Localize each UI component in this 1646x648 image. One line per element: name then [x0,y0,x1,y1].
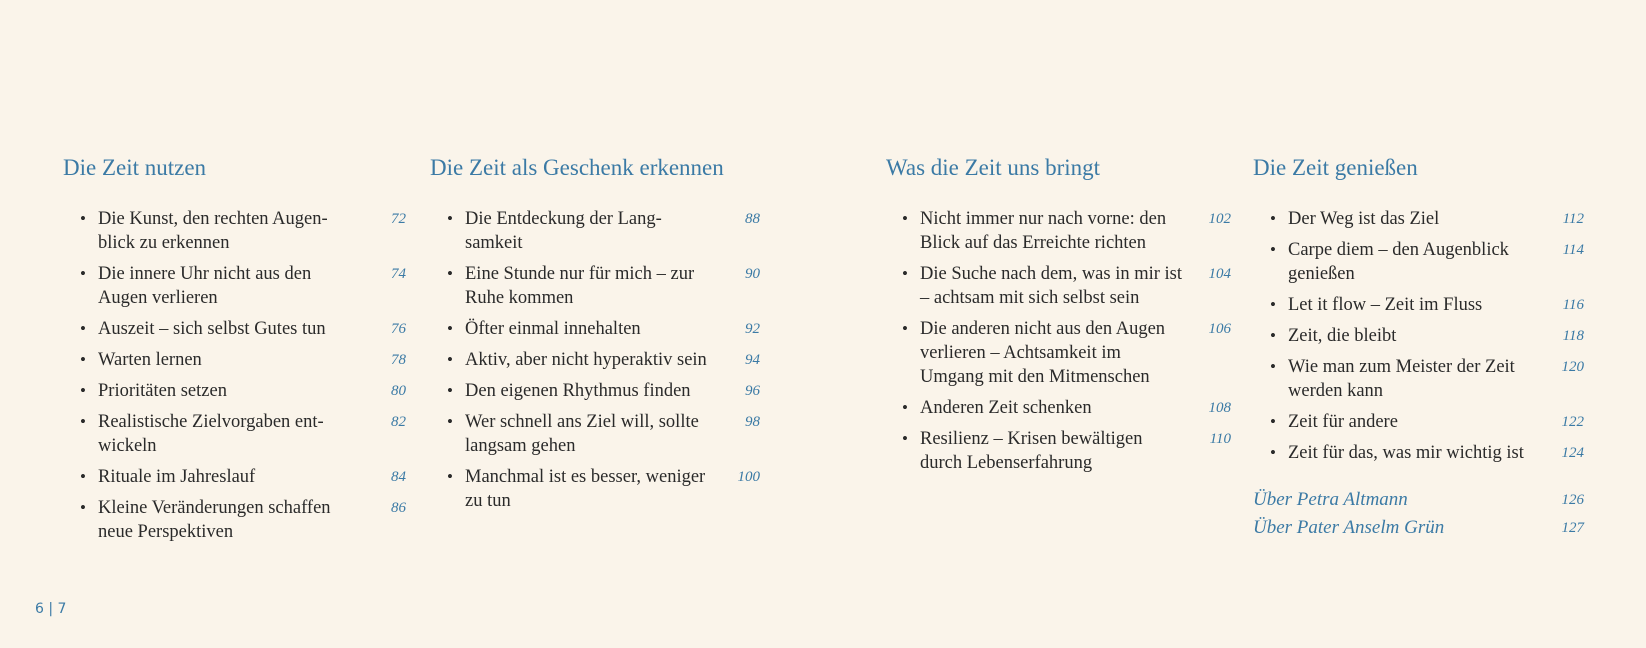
toc-entry[interactable] [80,496,406,544]
toc-entry-page: 122 [1561,414,1584,430]
author-link-title: Über Pater Anselm Grün [1253,517,1445,538]
bullet-icon: • [447,209,453,228]
toc-entry-page: 78 [391,352,406,368]
bullet-icon: • [447,412,453,431]
bullet-icon: • [902,319,908,338]
section-title: Die Zeit genießen [1253,155,1418,180]
toc-entry-title: Resilienz – Krisen bewältigen durch Lebenserfahrung [920,429,1143,473]
toc-entry-page: 82 [391,414,406,430]
toc-entry-page: 86 [391,500,406,516]
bullet-icon: • [447,264,453,283]
toc-entry-page: 80 [391,383,406,399]
bullet-icon: • [1270,412,1276,431]
toc-entry-title: Wer schnell ans Ziel will, sollte langsam gehen [465,412,699,456]
toc-entry-title: Die innere Uhr nicht aus den Augen verlieren [98,264,312,308]
bullet-icon: • [1270,357,1276,376]
bullet-icon: • [447,467,453,486]
toc-entry-page: 106 [1208,321,1231,337]
toc-entry-page: 94 [745,352,760,368]
toc-entry-title: Zeit, die bleibt [1288,326,1397,346]
section-title: Die Zeit nutzen [63,155,207,180]
toc-entry-title: Kleine Veränderungen schaffen neue Perspektiven [98,498,331,542]
toc-entry[interactable] [80,317,406,341]
bullet-icon: • [1270,240,1276,259]
toc-entry[interactable] [902,207,1231,255]
toc-entry-title: Eine Stunde nur für mich – zur Ruhe kommen [465,264,695,308]
bullet-icon: • [80,381,86,400]
toc-entry-title: Anderen Zeit schenken [920,398,1092,418]
toc-entry-page: 118 [1562,328,1584,344]
toc-entry-title: Die anderen nicht aus den Augen verlieren – Achtsamkeit im Umgang mit den Mitmenschen [920,319,1166,387]
toc-entry-page: 74 [391,266,406,282]
bullet-icon: • [902,429,908,448]
toc-entry-title: Realistische Zielvorgaben ent-wickeln [98,412,324,456]
section-title: Die Zeit als Geschenk erkennen [430,155,724,180]
toc-entry[interactable] [447,379,760,403]
bullet-icon: • [1270,443,1276,462]
toc-entry-title: Wie man zum Meister der Zeit werden kann [1288,357,1515,401]
toc-column-1 [63,153,409,551]
toc-entry[interactable] [1270,355,1584,403]
bullet-icon: • [80,350,86,369]
toc-entry-page: 116 [1562,297,1584,313]
author-link-page: 126 [1561,492,1584,508]
bullet-icon: • [902,264,908,283]
bullet-icon: • [1270,326,1276,345]
toc-entry-page: 110 [1209,431,1231,447]
toc-entry[interactable] [80,207,406,255]
toc-entry[interactable] [447,262,760,310]
toc-entry[interactable] [1270,324,1584,348]
toc-entry[interactable] [1270,293,1584,317]
toc-entry-title: Die Suche nach dem, was in mir ist – achtsam mit sich selbst sein [920,264,1183,308]
toc-entry-page: 114 [1562,242,1584,258]
bullet-icon: • [1270,209,1276,228]
author-links [1253,486,1584,542]
toc-entry[interactable] [1270,207,1584,231]
page-numbers: 6 | 7 [35,601,67,617]
toc-entry-title: Auszeit – sich selbst Gutes tun [98,319,326,339]
author-link-altmann[interactable] [1253,486,1584,514]
bullet-icon: • [80,209,86,228]
toc-entry-page: 88 [745,211,760,227]
toc-entry-title: Carpe diem – den Augenblick genießen [1288,240,1509,284]
bullet-icon: • [80,498,86,517]
toc-entry-page: 100 [737,469,760,485]
toc-entry-title: Den eigenen Rhythmus finden [465,381,691,401]
toc-entry[interactable] [447,410,760,458]
toc-entry[interactable] [80,410,406,458]
author-link-title: Über Petra Altmann [1253,489,1408,510]
toc-entry[interactable] [902,396,1231,420]
bullet-icon: • [80,412,86,431]
bullet-icon: • [80,264,86,283]
toc-entry[interactable] [902,427,1231,475]
toc-entry[interactable] [447,317,760,341]
toc-entry[interactable] [80,379,406,403]
toc-entry-title: Der Weg ist das Ziel [1288,209,1440,229]
toc-entry[interactable] [1270,238,1584,286]
toc-entry[interactable] [80,262,406,310]
bullet-icon: • [902,398,908,417]
toc-entry-page: 84 [391,469,406,485]
toc-list [1253,207,1593,465]
toc-entry-title: Nicht immer nur nach vorne: den Blick auf das Erreichte richten [920,209,1167,253]
toc-entry-title: Manchmal ist es besser, weniger zu tun [465,467,706,511]
author-link-gruen[interactable] [1253,514,1584,542]
toc-entry-page: 108 [1208,400,1231,416]
toc-entry-title: Warten lernen [98,350,202,370]
bullet-icon: • [80,319,86,338]
toc-entry[interactable] [902,262,1231,310]
toc-entry[interactable] [447,348,760,372]
toc-entry[interactable] [447,465,760,513]
toc-entry[interactable] [1270,410,1584,434]
toc-entry-title: Die Kunst, den rechten Augen-blick zu erkennen [98,209,328,253]
bullet-icon: • [80,467,86,486]
toc-entry-page: 90 [745,266,760,282]
toc-entry-page: 98 [745,414,760,430]
bullet-icon: • [1270,295,1276,314]
toc-entry-page: 124 [1561,445,1584,461]
toc-entry-title: Prioritäten setzen [98,381,227,401]
toc-entry-page: 92 [745,321,760,337]
toc-entry[interactable] [902,317,1231,389]
toc-entry-page: 72 [391,211,406,227]
toc-entry-title: Zeit für andere [1288,412,1398,432]
toc-entry-page: 76 [391,321,406,337]
toc-entry[interactable] [80,465,406,489]
toc-column-4 [1253,153,1593,542]
toc-column-3 [886,153,1242,482]
toc-entry[interactable] [447,207,760,255]
author-link-page: 127 [1561,520,1584,536]
toc-entry-page: 102 [1208,211,1231,227]
toc-entry-title: Let it flow – Zeit im Fluss [1288,295,1483,315]
toc-entry-page: 96 [745,383,760,399]
bullet-icon: • [902,209,908,228]
toc-entry-title: Öfter einmal innehalten [465,319,641,339]
toc-entry-page: 112 [1562,211,1584,227]
section-title: Was die Zeit uns bringt [886,155,1101,180]
toc-column-2 [430,153,770,520]
toc-entry[interactable] [80,348,406,372]
toc-list [430,207,770,513]
bullet-icon: • [447,319,453,338]
toc-entry-page: 104 [1208,266,1231,282]
toc-entry-page: 120 [1561,359,1584,375]
toc-entry-title: Zeit für das, was mir wichtig ist [1288,443,1524,463]
toc-entry-title: Rituale im Jahreslauf [98,467,256,487]
toc-entry-title: Aktiv, aber nicht hyperaktiv sein [465,350,707,370]
bullet-icon: • [447,381,453,400]
bullet-icon: • [447,350,453,369]
toc-entry-title: Die Entdeckung der Lang-samkeit [465,209,662,253]
toc-entry[interactable] [1270,441,1584,465]
toc-list [886,207,1242,475]
toc-list [63,207,409,544]
